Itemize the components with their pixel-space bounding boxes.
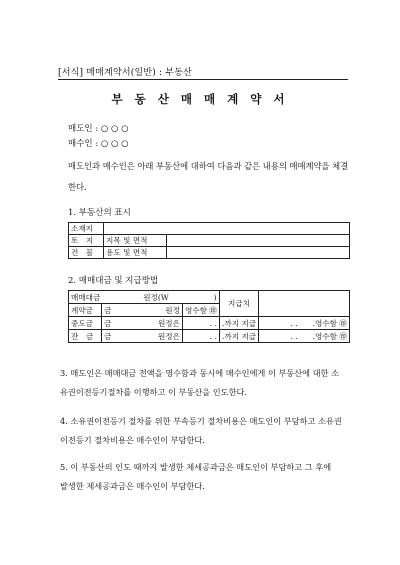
middle-dots	[182, 317, 219, 330]
payment-row-middle	[69, 317, 350, 330]
property-row-building	[69, 247, 350, 259]
balance-currency: 금	[101, 330, 127, 343]
property-table	[68, 222, 350, 259]
form-header-label: [서식] 매매계약서(일반) : 부동산	[58, 68, 192, 78]
property-value-location	[104, 223, 350, 235]
payment-row-total	[69, 291, 350, 304]
middle-pay-until: .까지 지급	[219, 317, 258, 330]
property-sub-building: 용도 및 면적	[104, 247, 167, 259]
header-rule	[58, 79, 348, 80]
intro-line-2: 한다.	[68, 182, 87, 192]
balance-receipt-cell	[259, 330, 350, 343]
balance-receipt: .영수함 ㊞	[312, 331, 347, 341]
note-4	[60, 412, 354, 450]
deposit-receipt: 영수함 ㊞	[182, 304, 219, 317]
seller-line: 매도인 : ○ ○ ○	[68, 124, 129, 134]
property-row-location	[69, 223, 350, 235]
balance-pay-until: .까지 지급	[219, 330, 258, 343]
middle-receipt-cell	[259, 317, 350, 330]
middle-currency: 금	[101, 317, 127, 330]
payment-table	[68, 290, 350, 343]
note-3-line-2: 유권이전등기절차를 이행하고 이 부동산을 인도한다.	[60, 387, 248, 397]
deposit-unit: 원정	[128, 304, 182, 317]
balance-date-dots: . .	[209, 331, 217, 341]
property-label-location: 소재지	[69, 223, 104, 235]
deposit-currency: 금	[101, 304, 127, 317]
payment-total-label: 매매대금	[71, 292, 101, 302]
deposit-label: 계약금	[69, 304, 102, 317]
property-value-building	[167, 247, 350, 259]
middle-unit: 원정은	[128, 317, 182, 330]
payment-row-balance	[69, 330, 350, 343]
note-4-line-1: 4. 소유권이전등기 절차를 위한 부속등기 절차비용은 매도인이 부담하고 소유권	[60, 416, 342, 426]
balance-receipt-dots: . .	[290, 331, 298, 341]
property-value-land	[167, 235, 350, 247]
section-2-title: 2. 매매대금 및 지급방법	[68, 276, 159, 286]
middle-receipt: .영수함 ㊞	[312, 318, 347, 328]
property-sub-land: 지목 및 면적	[104, 235, 167, 247]
balance-dots	[182, 330, 219, 343]
payment-date-blank	[259, 291, 350, 317]
payment-date-header: 지급치	[219, 291, 258, 317]
note-4-line-2: 이전등기 절차비용은 매수인이 부담한다.	[60, 435, 205, 445]
buyer-line: 매수인 : ○ ○ ○	[68, 139, 129, 149]
property-label-building: 건 물	[69, 247, 104, 259]
document-title: 부 동 산 매 매 계 약 서	[111, 92, 289, 106]
intro-line-1: 매도인과 매수인은 아래 부동산에 대하여 다음과 같은 내용의 매매계약을 체결	[68, 161, 349, 171]
payment-total-close: )	[213, 292, 217, 302]
section-1-title: 1. 부동산의 표시	[68, 208, 131, 218]
property-row-land	[69, 235, 350, 247]
payment-total-unit: 원정(W	[143, 292, 169, 302]
note-5-line-2: 발생한 제세공과금은 매수인이 부담한다.	[60, 481, 205, 491]
property-label-land: 토 지	[69, 235, 104, 247]
note-3	[60, 364, 354, 402]
note-5-line-1: 5. 이 부동산의 인도 때까지 발생한 제세공과금은 매도인이 부담하고 그 후에	[60, 462, 332, 472]
balance-unit: 원정은	[128, 330, 182, 343]
middle-receipt-dots: . .	[290, 318, 298, 328]
balance-label: 잔 금	[69, 330, 102, 343]
payment-total-cell	[69, 291, 220, 304]
note-5	[60, 458, 354, 496]
note-3-line-1: 3. 매도인은 매매대금 전액을 영수함과 동시에 매수인에게 이 부동산에 대한 소	[60, 368, 340, 378]
middle-date-dots: . .	[209, 318, 217, 328]
middle-label: 중도금	[69, 317, 102, 330]
intro-paragraph	[68, 156, 350, 198]
